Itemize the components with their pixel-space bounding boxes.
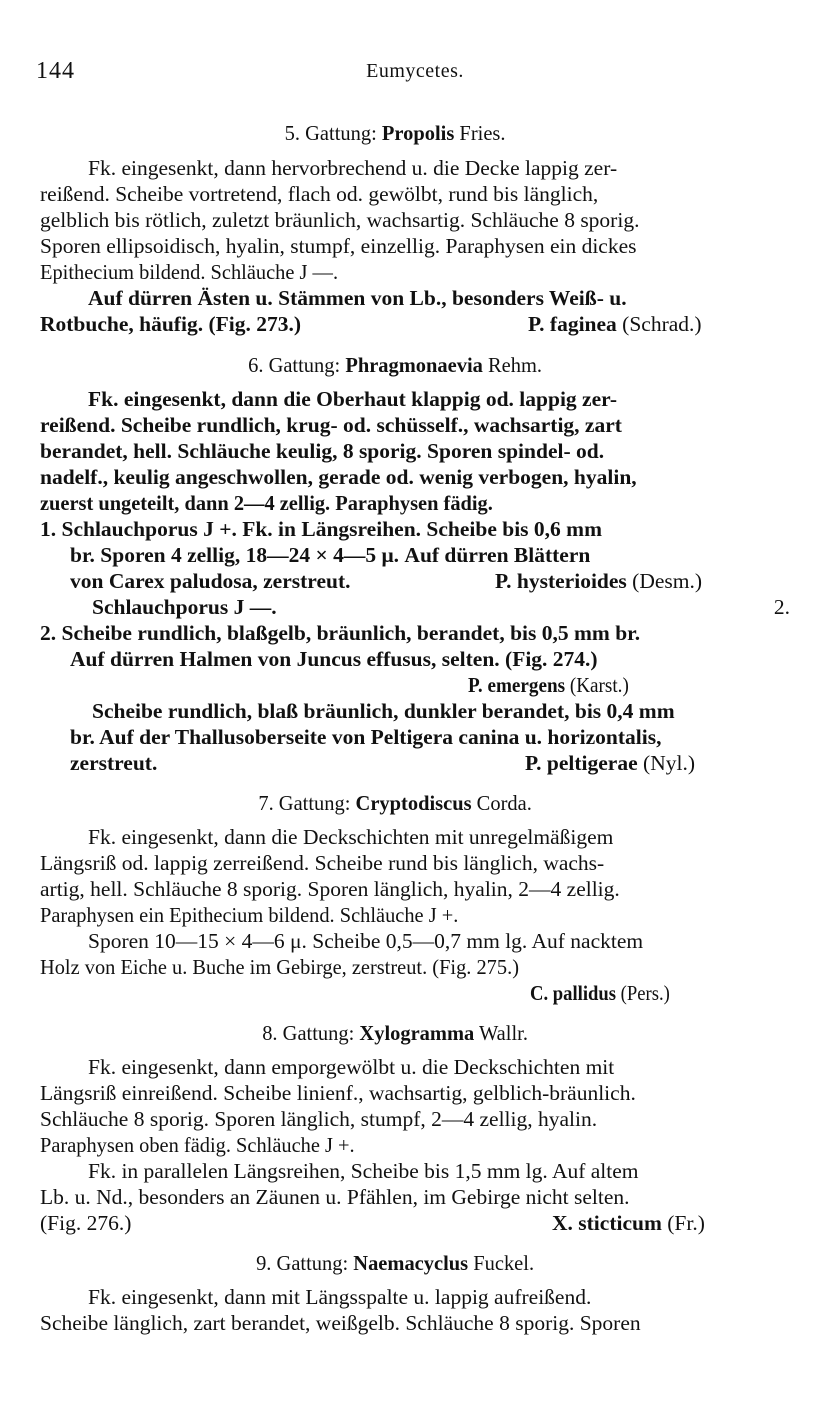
key-line: br. Auf der Thallusoberseite von Peltigera canina u. horizontalis,: [70, 725, 662, 749]
page-number: 144: [36, 58, 75, 84]
species-name: X. sticticum: [552, 1211, 662, 1235]
species-line: von Carex paludosa, zerstreut. P. hysterioides (Desm.): [70, 569, 703, 593]
paragraph-line: Lb. u. Nd., besonders an Zäunen u. Pfählen, im Gebirge nicht selten.: [40, 1185, 630, 1209]
paragraph-line: Auf dürren Ästen u. Stämmen von Lb., besonders Weiß- u.: [88, 286, 627, 310]
species-name: P. faginea: [528, 312, 617, 336]
paragraph-line: Fk. eingesenkt, dann emporgewölbt u. die Deckschichten mit: [88, 1055, 615, 1079]
key-line: Schlauchporus J —. 2.: [92, 595, 790, 619]
species-name: P. peltigerae: [525, 751, 638, 775]
paragraph-line: Epithecium bildend. Schläuche J —.: [40, 260, 339, 284]
species-name: C. pallidus: [530, 981, 616, 1005]
genus-heading-propolis: 5. Gattung: Propolis Fries.: [284, 121, 506, 145]
species-line: C. pallidus (Pers.): [530, 981, 670, 1005]
key-line: Scheibe rundlich, blaß bräunlich, dunkler berandet, bis 0,4 mm: [92, 699, 675, 723]
paragraph-line: Fk. eingesenkt, dann die Deckschichten mit unregelmäßigem: [88, 825, 614, 849]
paragraph-line: Sporen ellipsoidisch, hyalin, stumpf, einzellig. Paraphysen ein dickes: [40, 234, 637, 258]
paragraph-line: berandet, hell. Schläuche keulig, 8 sporig. Sporen spindel- od.: [40, 439, 605, 463]
genus-heading-xylogramma: 8. Gattung: Xylogramma Wallr.: [262, 1021, 528, 1045]
paragraph-line: Sporen 10—15 × 4—6 μ. Scheibe 0,5—0,7 mm lg. Auf nacktem: [88, 929, 644, 953]
species-name: P. hysterioides: [495, 569, 627, 593]
paragraph-line: Paraphysen oben fädig. Schläuche J +.: [40, 1133, 355, 1157]
genus-heading-naemacyclus: 9. Gattung: Naemacyclus Fuckel.: [256, 1251, 535, 1275]
running-title: Eumycetes.: [366, 60, 464, 82]
species-line: zerstreut. P. peltigerae (Nyl.): [70, 751, 695, 775]
paragraph-line: Fk. eingesenkt, dann hervorbrechend u. die Decke lappig zer-: [88, 156, 618, 180]
paragraph-line: nadelf., keulig angeschwollen, gerade od. wenig verbogen, hyalin,: [40, 465, 637, 489]
key-line: Auf dürren Halmen von Juncus effusus, selten. (Fig. 274.): [70, 647, 598, 671]
paragraph-line: reißend. Scheibe rundlich, krug- od. schüsself., wachsartig, zart: [40, 413, 622, 437]
genus-heading-phragmonaevia: 6. Gattung: Phragmonaevia Rehm.: [248, 353, 543, 377]
paragraph-line: artig, hell. Schläuche 8 sporig. Sporen länglich, hyalin, 2—4 zellig.: [40, 877, 620, 901]
paragraph-line: Längsriß einreißend. Scheibe linienf., wachsartig, gelblich-bräunlich.: [40, 1081, 636, 1105]
genus-heading-cryptodiscus: 7. Gattung: Cryptodiscus Corda.: [258, 791, 532, 815]
paragraph-line: Holz von Eiche u. Buche im Gebirge, zerstreut. (Fig. 275.): [40, 955, 519, 979]
paragraph-line: Scheibe länglich, zart berandet, weißgelb. Schläuche 8 sporig. Sporen: [40, 1311, 641, 1335]
species-line: P. emergens (Karst.): [468, 673, 629, 697]
paragraph-line: Fk. in parallelen Längsreihen, Scheibe bis 1,5 mm lg. Auf altem: [88, 1159, 639, 1183]
paragraph-line: gelblich bis rötlich, zuletzt bräunlich, wachsartig. Schläuche 8 sporig.: [40, 208, 640, 232]
paragraph-line: reißend. Scheibe vortretend, flach od. gewölbt, rund bis länglich,: [40, 182, 599, 206]
paragraph-line: Schläuche 8 sporig. Sporen länglich, stumpf, 2—4 zellig, hyalin.: [40, 1107, 598, 1131]
paragraph-line: Längsriß od. lappig zerreißend. Scheibe rund bis länglich, wachs-: [40, 851, 605, 875]
species-line: (Fig. 276.) X. sticticum (Fr.): [40, 1211, 705, 1235]
species-name: P. emergens: [468, 673, 566, 697]
key-line: br. Sporen 4 zellig, 18—24 × 4—5 μ. Auf dürren Blättern: [70, 543, 591, 567]
key-line: 1. Schlauchporus J +. Fk. in Längsreihen. Scheibe bis 0,6 mm: [40, 517, 602, 541]
paragraph-line: Fk. eingesenkt, dann mit Längsspalte u. lappig aufreißend.: [88, 1285, 592, 1309]
paragraph-line: Fk. eingesenkt, dann die Oberhaut klappig od. lappig zer-: [88, 387, 618, 411]
species-line: Rotbuche, häufig. (Fig. 273.) P. faginea (Schrad.): [40, 312, 702, 336]
paragraph-line: Paraphysen ein Epithecium bildend. Schläuche J +.: [40, 903, 459, 927]
paragraph-line: zuerst ungeteilt, dann 2—4 zellig. Paraphysen fädig.: [40, 491, 493, 515]
key-line: 2. Scheibe rundlich, blaßgelb, bräunlich, berandet, bis 0,5 mm br.: [40, 621, 641, 645]
